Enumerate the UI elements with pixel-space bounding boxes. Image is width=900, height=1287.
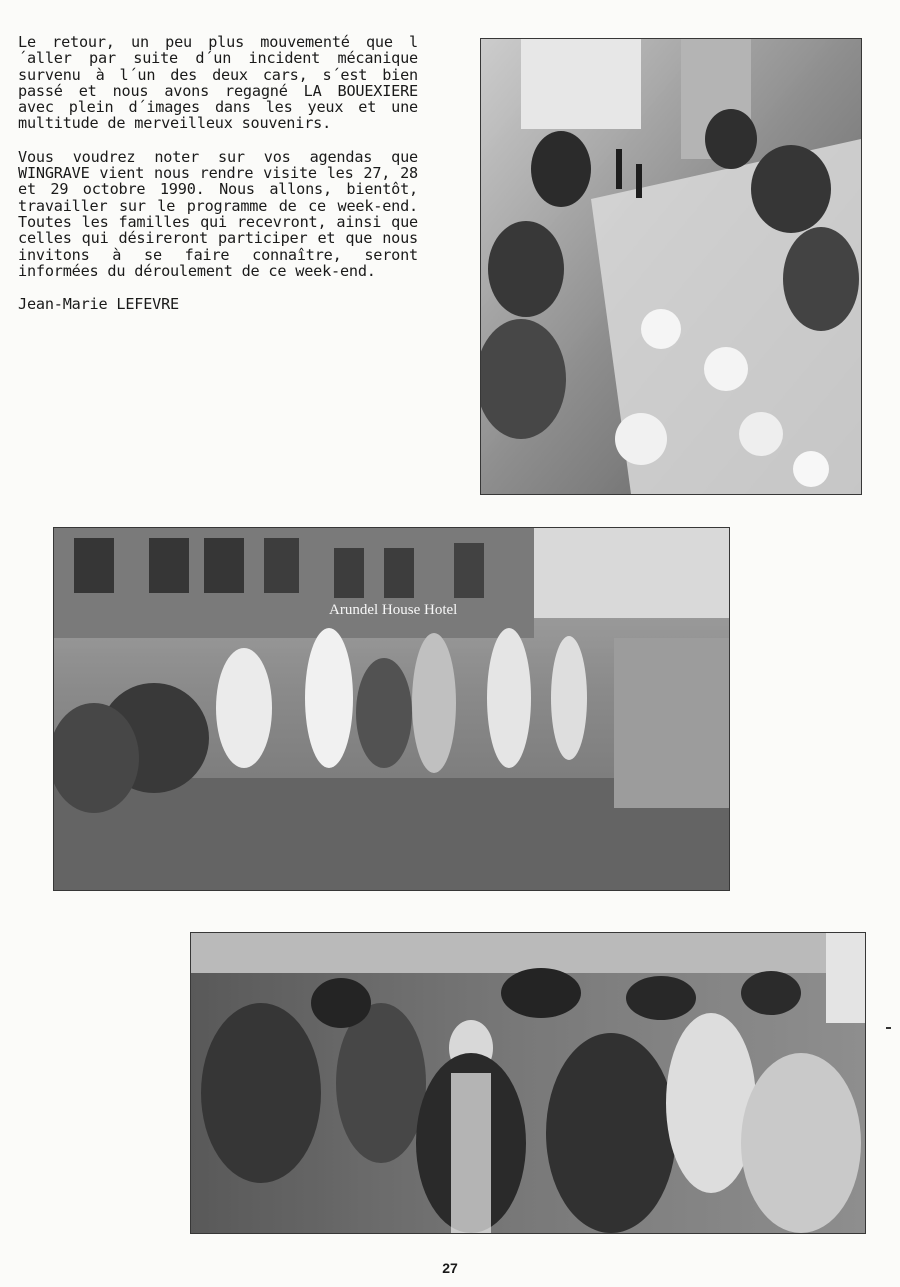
street-gathering-image — [54, 528, 729, 890]
author-signature: Jean-Marie LEFEVRE — [18, 295, 179, 314]
paragraph-return-trip: Le retour, un peu plus mouvementé que l´aller par suite d´un incident mécanique survenu à l´un des deux cars, s´est bien passé et nous avons regagné LA BOUEXIERE avec plein d´images dans les yeux et une multitude de merveilleux souvenirs. — [18, 33, 418, 133]
article-text — [18, 34, 418, 312]
page-number: 27 — [442, 1260, 458, 1276]
crowd-party-photo — [190, 932, 866, 1234]
margin-mark — [886, 1027, 891, 1029]
paragraph-wingrave-visit: Vous voudrez noter sur vos agendas que WINGRAVE vient nous rendre visite les 27, 28 et 29 octobre 1990. Nous allons, bientôt, travailler sur le programme de ce week-end. Toutes les familles qui recevront, ainsi que celles qui désireront participer et que nous invitons à se faire connaître, seront informées du déroulement de ce week-end. — [18, 147, 418, 280]
street-gathering-photo — [53, 527, 730, 891]
dinner-table-photo — [480, 38, 862, 495]
hotel-sign-text: Arundel House Hotel — [329, 602, 458, 618]
crowd-party-image — [191, 933, 865, 1233]
dinner-table-image — [481, 39, 861, 494]
